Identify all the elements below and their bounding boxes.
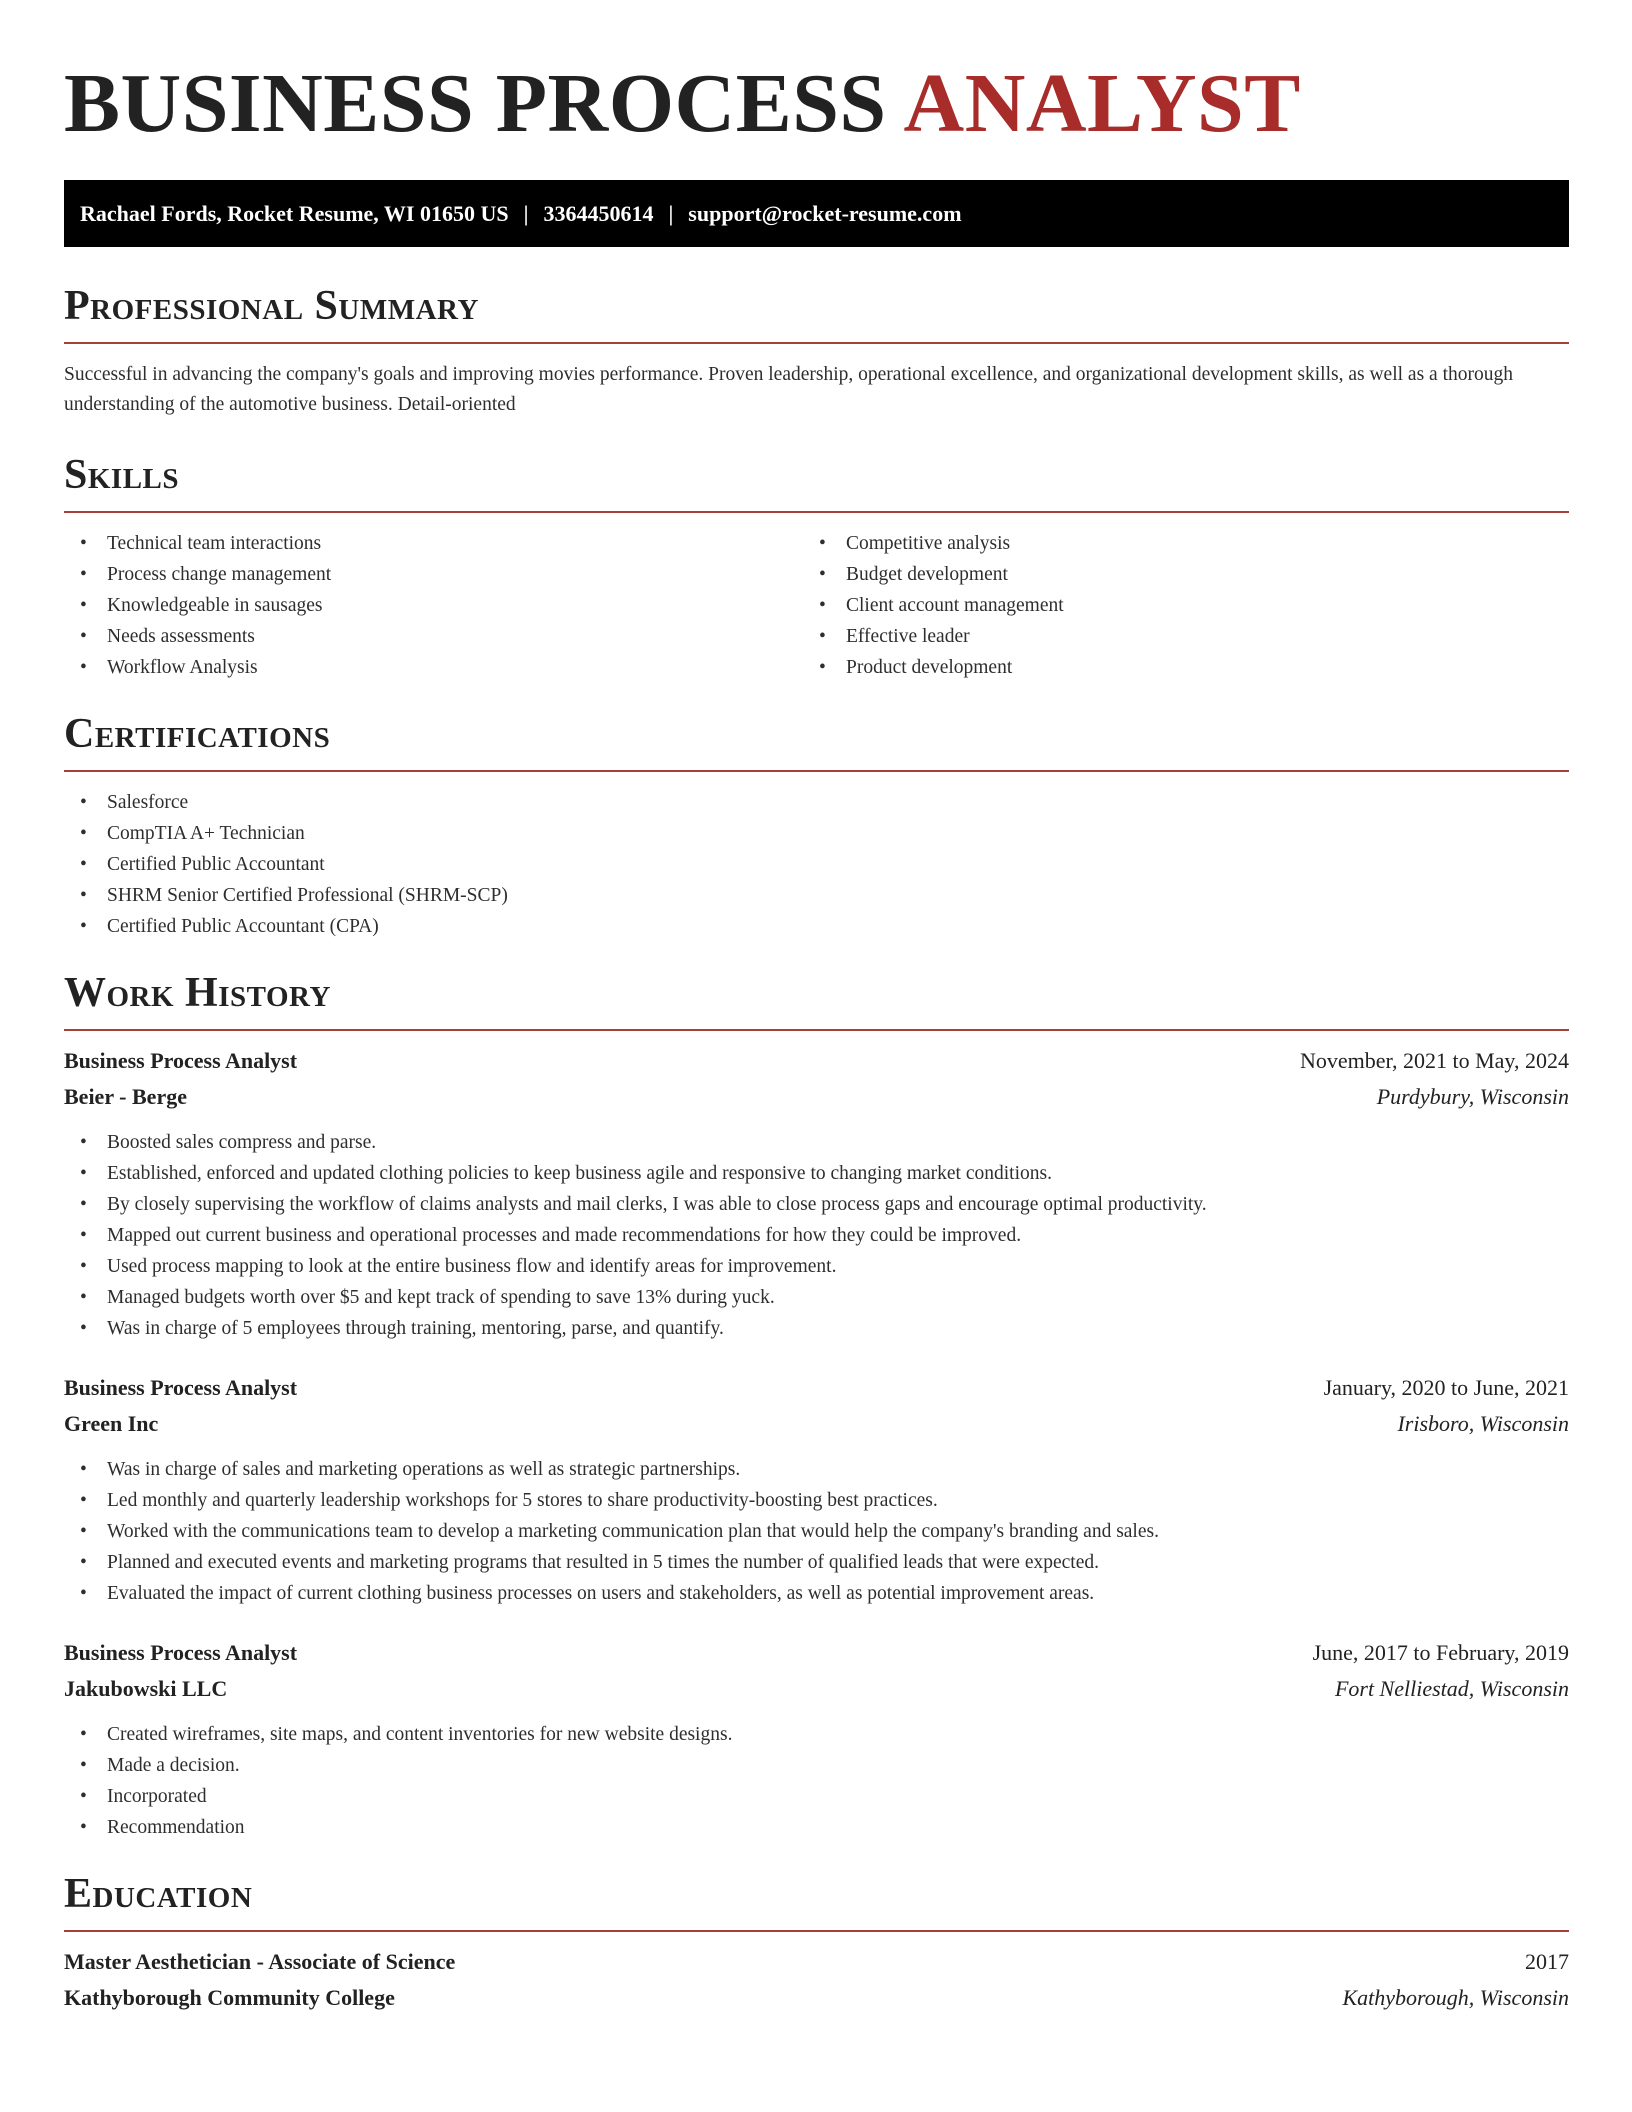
- job-bullet: • Mapped out current business and operational processes and made recommendations for how they could be improved.: [64, 1220, 1569, 1251]
- summary-section: [64, 281, 1569, 420]
- job-bullet: • Made a decision.: [64, 1750, 1569, 1781]
- title-accent: ANALYST: [903, 57, 1301, 150]
- contact-address: Rachael Fords, Rocket Resume, WI 01650 US: [80, 200, 509, 226]
- skill-item: • Product development: [803, 652, 1542, 683]
- certifications-list: [64, 787, 1569, 942]
- education-entry: [64, 1944, 1569, 2016]
- summary-text: Successful in advancing the company's goals and improving movies performance. Proven leadership, operational excellence, and organizational development skills, as well as a thorough understanding of the automotive business. Detail-oriented: [64, 364, 1513, 415]
- job-bullet: • Created wireframes, site maps, and content inventories for new website designs.: [64, 1719, 1569, 1750]
- job-entry: [64, 1370, 1569, 1609]
- job-bullet: • Led monthly and quarterly leadership workshops for 5 stores to share productivity-boosting best practices.: [64, 1485, 1569, 1516]
- job-header-row: [64, 1370, 1569, 1406]
- job-company: Beier - Berge: [64, 1084, 187, 1109]
- skill-item: • Needs assessments: [64, 621, 803, 652]
- skill-item: • Effective leader: [803, 621, 1542, 652]
- job-bullet: • Boosted sales compress and parse.: [64, 1127, 1569, 1158]
- job-bullet: • Planned and executed events and marketing programs that resulted in 5 times the number of qualified leads that were expected.: [64, 1547, 1569, 1578]
- contact-separator: |: [523, 200, 529, 226]
- certification-item: • SHRM Senior Certified Professional (SHRM-SCP): [64, 880, 1569, 911]
- skill-item: • Client account management: [803, 590, 1542, 621]
- job-location: Purdybury, Wisconsin: [1376, 1084, 1569, 1109]
- contact-phone: 3364450614: [543, 200, 654, 226]
- job-bullet: • Evaluated the impact of current clothing business processes on users and stakeholders, as well as potential improvement areas.: [64, 1578, 1569, 1609]
- job-company-row: [64, 1079, 1569, 1115]
- job-header-row: [64, 1635, 1569, 1671]
- certifications-section: [64, 709, 1569, 942]
- job-bullets: [64, 1719, 1569, 1843]
- skills-list-right: [803, 528, 1542, 683]
- skill-item: • Knowledgeable in sausages: [64, 590, 803, 621]
- job-dates: June, 2017 to February, 2019: [1312, 1640, 1569, 1665]
- job-bullet: • By closely supervising the workflow of claims analysts and mail clerks, I was able to close process gaps and encourage optimal productivity.: [64, 1189, 1569, 1220]
- skill-item: • Competitive analysis: [803, 528, 1542, 559]
- job-company: Jakubowski LLC: [64, 1676, 228, 1701]
- section-heading-education: Education: [64, 1871, 253, 1917]
- job-bullet: • Was in charge of sales and marketing operations as well as strategic partnerships.: [64, 1454, 1569, 1485]
- section-heading-summary: Professional Summary: [64, 283, 479, 329]
- education-school: Kathyborough Community College: [64, 1985, 395, 2010]
- certification-item: • Certified Public Accountant: [64, 849, 1569, 880]
- education-degree: Master Aesthetician - Associate of Science: [64, 1949, 456, 1974]
- education-year: 2017: [1525, 1949, 1569, 1974]
- resume-title: [64, 58, 1569, 150]
- job-bullet: • Established, enforced and updated clothing policies to keep business agile and responsive to changing market conditions.: [64, 1158, 1569, 1189]
- skills-list-left: [64, 528, 803, 683]
- skill-item: • Workflow Analysis: [64, 652, 803, 683]
- job-company: Green Inc: [64, 1411, 159, 1436]
- section-heading-work-history: Work History: [64, 970, 331, 1016]
- job-company-row: [64, 1671, 1569, 1707]
- job-entry: [64, 1043, 1569, 1344]
- work-history-section: [64, 968, 1569, 1843]
- job-header-row: [64, 1043, 1569, 1079]
- job-dates: January, 2020 to June, 2021: [1323, 1375, 1569, 1400]
- job-bullet: • Worked with the communications team to develop a marketing communication plan that would help the company's branding and sales.: [64, 1516, 1569, 1547]
- section-divider: [64, 770, 1569, 772]
- job-location: Fort Nelliestad, Wisconsin: [1334, 1676, 1569, 1701]
- job-bullet: • Recommendation: [64, 1812, 1569, 1843]
- job-title: Business Process Analyst: [64, 1640, 298, 1665]
- certification-item: • Certified Public Accountant (CPA): [64, 911, 1569, 942]
- education-location: Kathyborough, Wisconsin: [1342, 1985, 1569, 2010]
- education-section: [64, 1869, 1569, 2016]
- education-degree-row: [64, 1944, 1569, 1980]
- skills-section: [64, 450, 1569, 683]
- skill-item: • Process change management: [64, 559, 803, 590]
- title-main: BUSINESS PROCESS: [64, 57, 887, 150]
- skills-columns: [64, 513, 1569, 683]
- section-divider: [64, 1930, 1569, 1932]
- job-bullet: • Incorporated: [64, 1781, 1569, 1812]
- contact-email: support@rocket-resume.com: [688, 200, 962, 226]
- job-bullet: • Managed budgets worth over $5 and kept track of spending to save 13% during yuck.: [64, 1282, 1569, 1313]
- certification-item: • Salesforce: [64, 787, 1569, 818]
- skill-item: • Budget development: [803, 559, 1542, 590]
- contact-separator: |: [668, 200, 674, 226]
- section-heading-certifications: Certifications: [64, 711, 331, 757]
- section-heading-skills: Skills: [64, 452, 180, 498]
- job-bullet: • Used process mapping to look at the entire business flow and identify areas for improvement.: [64, 1251, 1569, 1282]
- section-divider: [64, 1029, 1569, 1031]
- section-divider: [64, 342, 1569, 344]
- job-title: Business Process Analyst: [64, 1375, 298, 1400]
- skill-item: • Technical team interactions: [64, 528, 803, 559]
- contact-bar: [64, 180, 1569, 247]
- certification-item: • CompTIA A+ Technician: [64, 818, 1569, 849]
- education-school-row: [64, 1980, 1569, 2016]
- job-location: Irisboro, Wisconsin: [1397, 1411, 1569, 1436]
- job-bullets: [64, 1127, 1569, 1344]
- job-dates: November, 2021 to May, 2024: [1300, 1048, 1569, 1073]
- job-bullets: [64, 1454, 1569, 1609]
- job-entry: [64, 1635, 1569, 1843]
- job-company-row: [64, 1406, 1569, 1442]
- job-title: Business Process Analyst: [64, 1048, 298, 1073]
- job-bullet: • Was in charge of 5 employees through training, mentoring, parse, and quantify.: [64, 1313, 1569, 1344]
